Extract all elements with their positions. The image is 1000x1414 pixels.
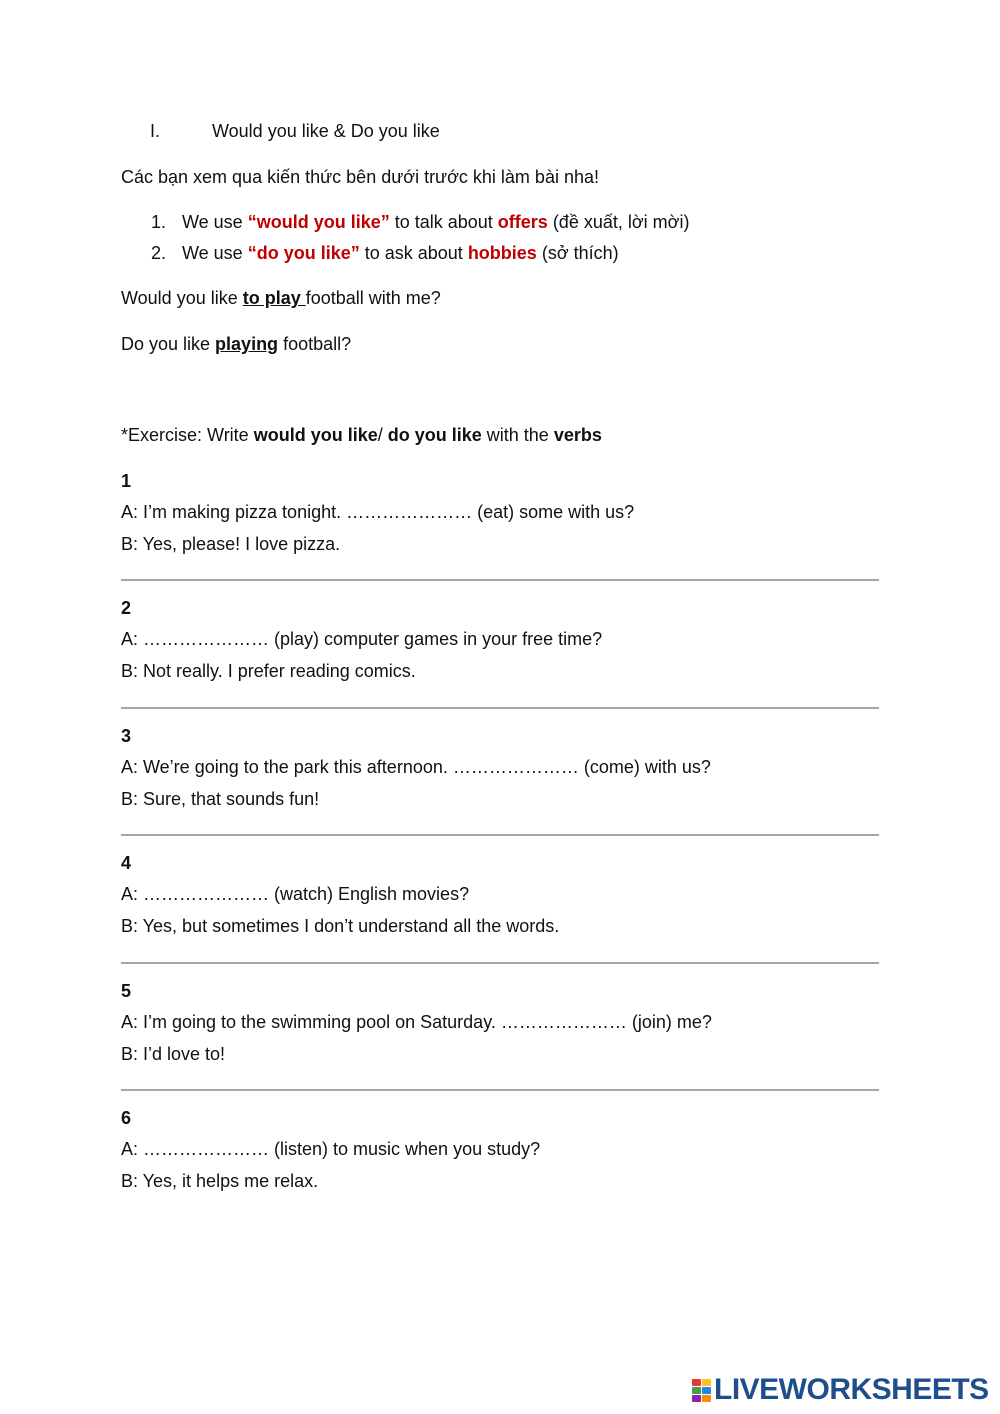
rule-text: to talk about <box>389 212 498 232</box>
example-sentence <box>121 288 441 309</box>
example-key: to play <box>242 288 306 308</box>
instruction-text: *Exercise: Write <box>121 425 254 445</box>
divider <box>121 579 879 581</box>
question-line-b: B: Yes, please! I love pizza. <box>121 534 341 554</box>
rule-text: We use <box>182 212 248 232</box>
rule-number: 2. <box>151 243 167 263</box>
question-line-a[interactable]: A: ………………… (listen) to music when you study? <box>121 1139 541 1159</box>
liveworksheets-logo[interactable] <box>692 1373 989 1407</box>
instruction-key: do you like <box>387 425 482 445</box>
logo-block <box>692 1395 701 1402</box>
question-number: 4 <box>121 853 132 873</box>
example-key: playing <box>215 334 279 354</box>
question-line-a[interactable]: A: I’m making pizza tonight. ………………… (eat) some with us? <box>121 502 635 522</box>
instruction-key: verbs <box>553 425 602 445</box>
divider <box>121 834 879 836</box>
question-line-b: B: Sure, that sounds fun! <box>121 789 320 809</box>
question-number: 1 <box>121 471 132 491</box>
instruction-key: would you like <box>253 425 378 445</box>
instruction-text: with the <box>481 425 554 445</box>
logo-mark-icon <box>692 1379 711 1402</box>
instruction-text: / <box>377 425 388 445</box>
example-text: football? <box>278 334 352 354</box>
logo-block <box>692 1379 701 1386</box>
divider <box>121 962 879 964</box>
example-sentence <box>121 334 351 355</box>
question-number: 2 <box>121 598 132 618</box>
question-line-b: B: Not really. I prefer reading comics. <box>121 661 416 681</box>
rule-text: to ask about <box>359 243 468 263</box>
rule-key: offers <box>497 212 548 232</box>
logo-block <box>702 1379 711 1386</box>
rule-text: We use <box>182 243 248 263</box>
question-line-a[interactable]: A: I’m going to the swimming pool on Saturday. ………………… (join) me? <box>121 1012 712 1032</box>
intro-text: Các bạn xem qua kiến thức bên dưới trước khi làm bài nha! <box>121 167 599 187</box>
question-line-a[interactable]: A: ………………… (play) computer games in your free time? <box>121 629 603 649</box>
question-line-b: B: Yes, but sometimes I don’t understand all the words. <box>121 916 560 936</box>
logo-text: LIVEWORKSHEETS <box>714 1373 989 1406</box>
question-number: 6 <box>121 1108 132 1128</box>
question-line-a[interactable]: A: ………………… (watch) English movies? <box>121 884 470 904</box>
rule-note: (đề xuất, lời mời) <box>547 212 690 232</box>
rule-number: 1. <box>151 212 167 232</box>
question-number: 3 <box>121 726 132 746</box>
logo-block <box>692 1387 701 1394</box>
section-title: Would you like & Do you like <box>212 121 440 141</box>
exercise-instruction <box>121 425 602 446</box>
section-heading <box>150 121 440 142</box>
question-line-a[interactable]: A: We’re going to the park this afternoon. ………………… (come) with us? <box>121 757 711 777</box>
rule-phrase: “do you like” <box>247 243 360 263</box>
rule-note: (sở thích) <box>536 243 619 263</box>
example-text: football with me? <box>305 288 441 308</box>
question-line-b: B: I’d love to! <box>121 1044 226 1064</box>
section-numeral: I. <box>150 121 161 141</box>
rule-phrase: “would you like” <box>247 212 390 232</box>
question-number: 5 <box>121 981 132 1001</box>
rule-key: hobbies <box>467 243 537 263</box>
example-text: Would you like <box>121 288 243 308</box>
rule-item <box>151 243 619 264</box>
example-text: Do you like <box>121 334 216 354</box>
logo-block <box>702 1395 711 1402</box>
rule-item <box>151 212 689 233</box>
question-line-b: B: Yes, it helps me relax. <box>121 1171 319 1191</box>
divider <box>121 1089 879 1091</box>
divider <box>121 707 879 709</box>
logo-block <box>702 1387 711 1394</box>
